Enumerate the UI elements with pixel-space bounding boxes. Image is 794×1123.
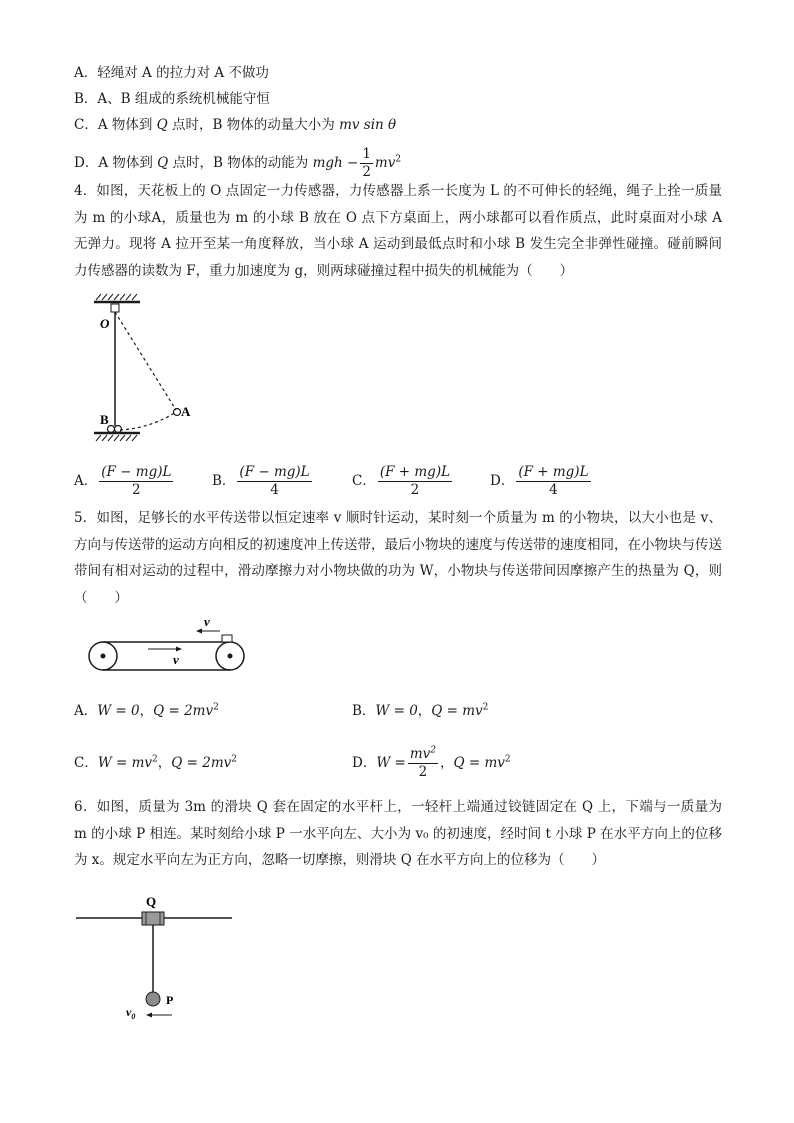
q3-option-c: C．A 物体到 Q 点时，B 物体的动量大小为 mv sin θ	[74, 117, 397, 133]
q3-option-a: A．轻绳对 A 的拉力对 A 不做功	[74, 65, 269, 81]
q5-option-c: C．$W = mv^2$，$Q = 2mv^2$	[74, 754, 237, 771]
q6-stem: 6．如图，质量为 3m 的滑块 Q 套在固定的水平杆上，一轻杆上端通过铰链固定在 Q 上，下端与一质量为 m 的小球 P 相连。某时刻给小球 P 一水平向左、大小为 v₀ 的初速度，经时间 t 小球 P 在水平方向上的位移为 x。规定水平向左为正方向，忽略一切摩擦，则滑块 Q 在水平方向上的位移为（ ）	[74, 799, 722, 868]
label-v-belt: v	[173, 652, 179, 667]
force-sensor	[111, 304, 119, 312]
label-p: P	[166, 993, 174, 1007]
q3-option-d: D．A 物体到 Q 点时，B 物体的动能为 mgh − $\frac{1}{2}$ $mv^2$	[74, 146, 402, 180]
q4-option-d: D． $\frac{(F + mg)L}{4}$	[490, 464, 589, 498]
ball-p	[146, 992, 160, 1006]
label-v0: $v_0$	[126, 1005, 136, 1021]
q5-stem: 5．如图，足够长的水平传送带以恒定速率 v 顺时针运动，某时刻一个质量为 m 的小物块，以大小也是 v、方向与传送带的运动方向相反的初速度冲上传送带，最后小物块的速度与传送带的速度相同，在小物块与传送带间有相对运动的过程中，滑动摩擦力对小物块做的功为 W，小物块与传送带间因摩擦产生的热量为 Q，则（ ）	[74, 510, 722, 606]
q6-slider-figure	[74, 890, 238, 1022]
q5-option-b: B．W = 0，$Q = mv^2$	[352, 702, 489, 719]
q4-option-a: A． $\frac{(F - mg)L}{2}$	[74, 464, 172, 498]
q4-stem: 4．如图，天花板上的 O 点固定一力传感器，力传感器上系一长度为 L 的不可伸长的轻绳，绳子上拴一质量为 m 的小球A，质量也为 m 的小球 B 放在 O 点下方桌面上，两小球都可以看作质点，此时桌面对小球 A 无弹力。现将 A 拉开至某一角度释放，当小球 A 运动到最低点时和小球 B 发生完全非弹性碰撞。碰前瞬间力传感器的读数为 F，重力加速度为 g，则两球碰撞过程中损失的机械能为（ ）	[74, 183, 722, 279]
q4-pendulum-figure	[86, 292, 206, 442]
label-b: B	[100, 412, 109, 427]
block	[222, 635, 232, 642]
label-q: Q	[146, 894, 157, 909]
q4-option-b: B． $\frac{(F - mg)L}{4}$	[212, 464, 310, 498]
slider-q	[142, 912, 164, 925]
label-a: A	[181, 404, 191, 419]
q4-option-c: C． $\frac{(F + mg)L}{2}$	[352, 464, 451, 498]
q5-option-d: D．W = $\frac{mv^2}{2}$ ，$Q = mv^2$	[352, 745, 511, 780]
ball-a	[174, 409, 181, 416]
label-o: O	[100, 316, 110, 331]
q5-conveyor-figure	[86, 612, 250, 678]
label-v-block: v	[204, 614, 210, 629]
q5-option-a: A．W = 0，$Q = 2mv^2$	[74, 702, 219, 719]
q3-option-b: B．A、B 组成的系统机械能守恒	[74, 91, 270, 107]
